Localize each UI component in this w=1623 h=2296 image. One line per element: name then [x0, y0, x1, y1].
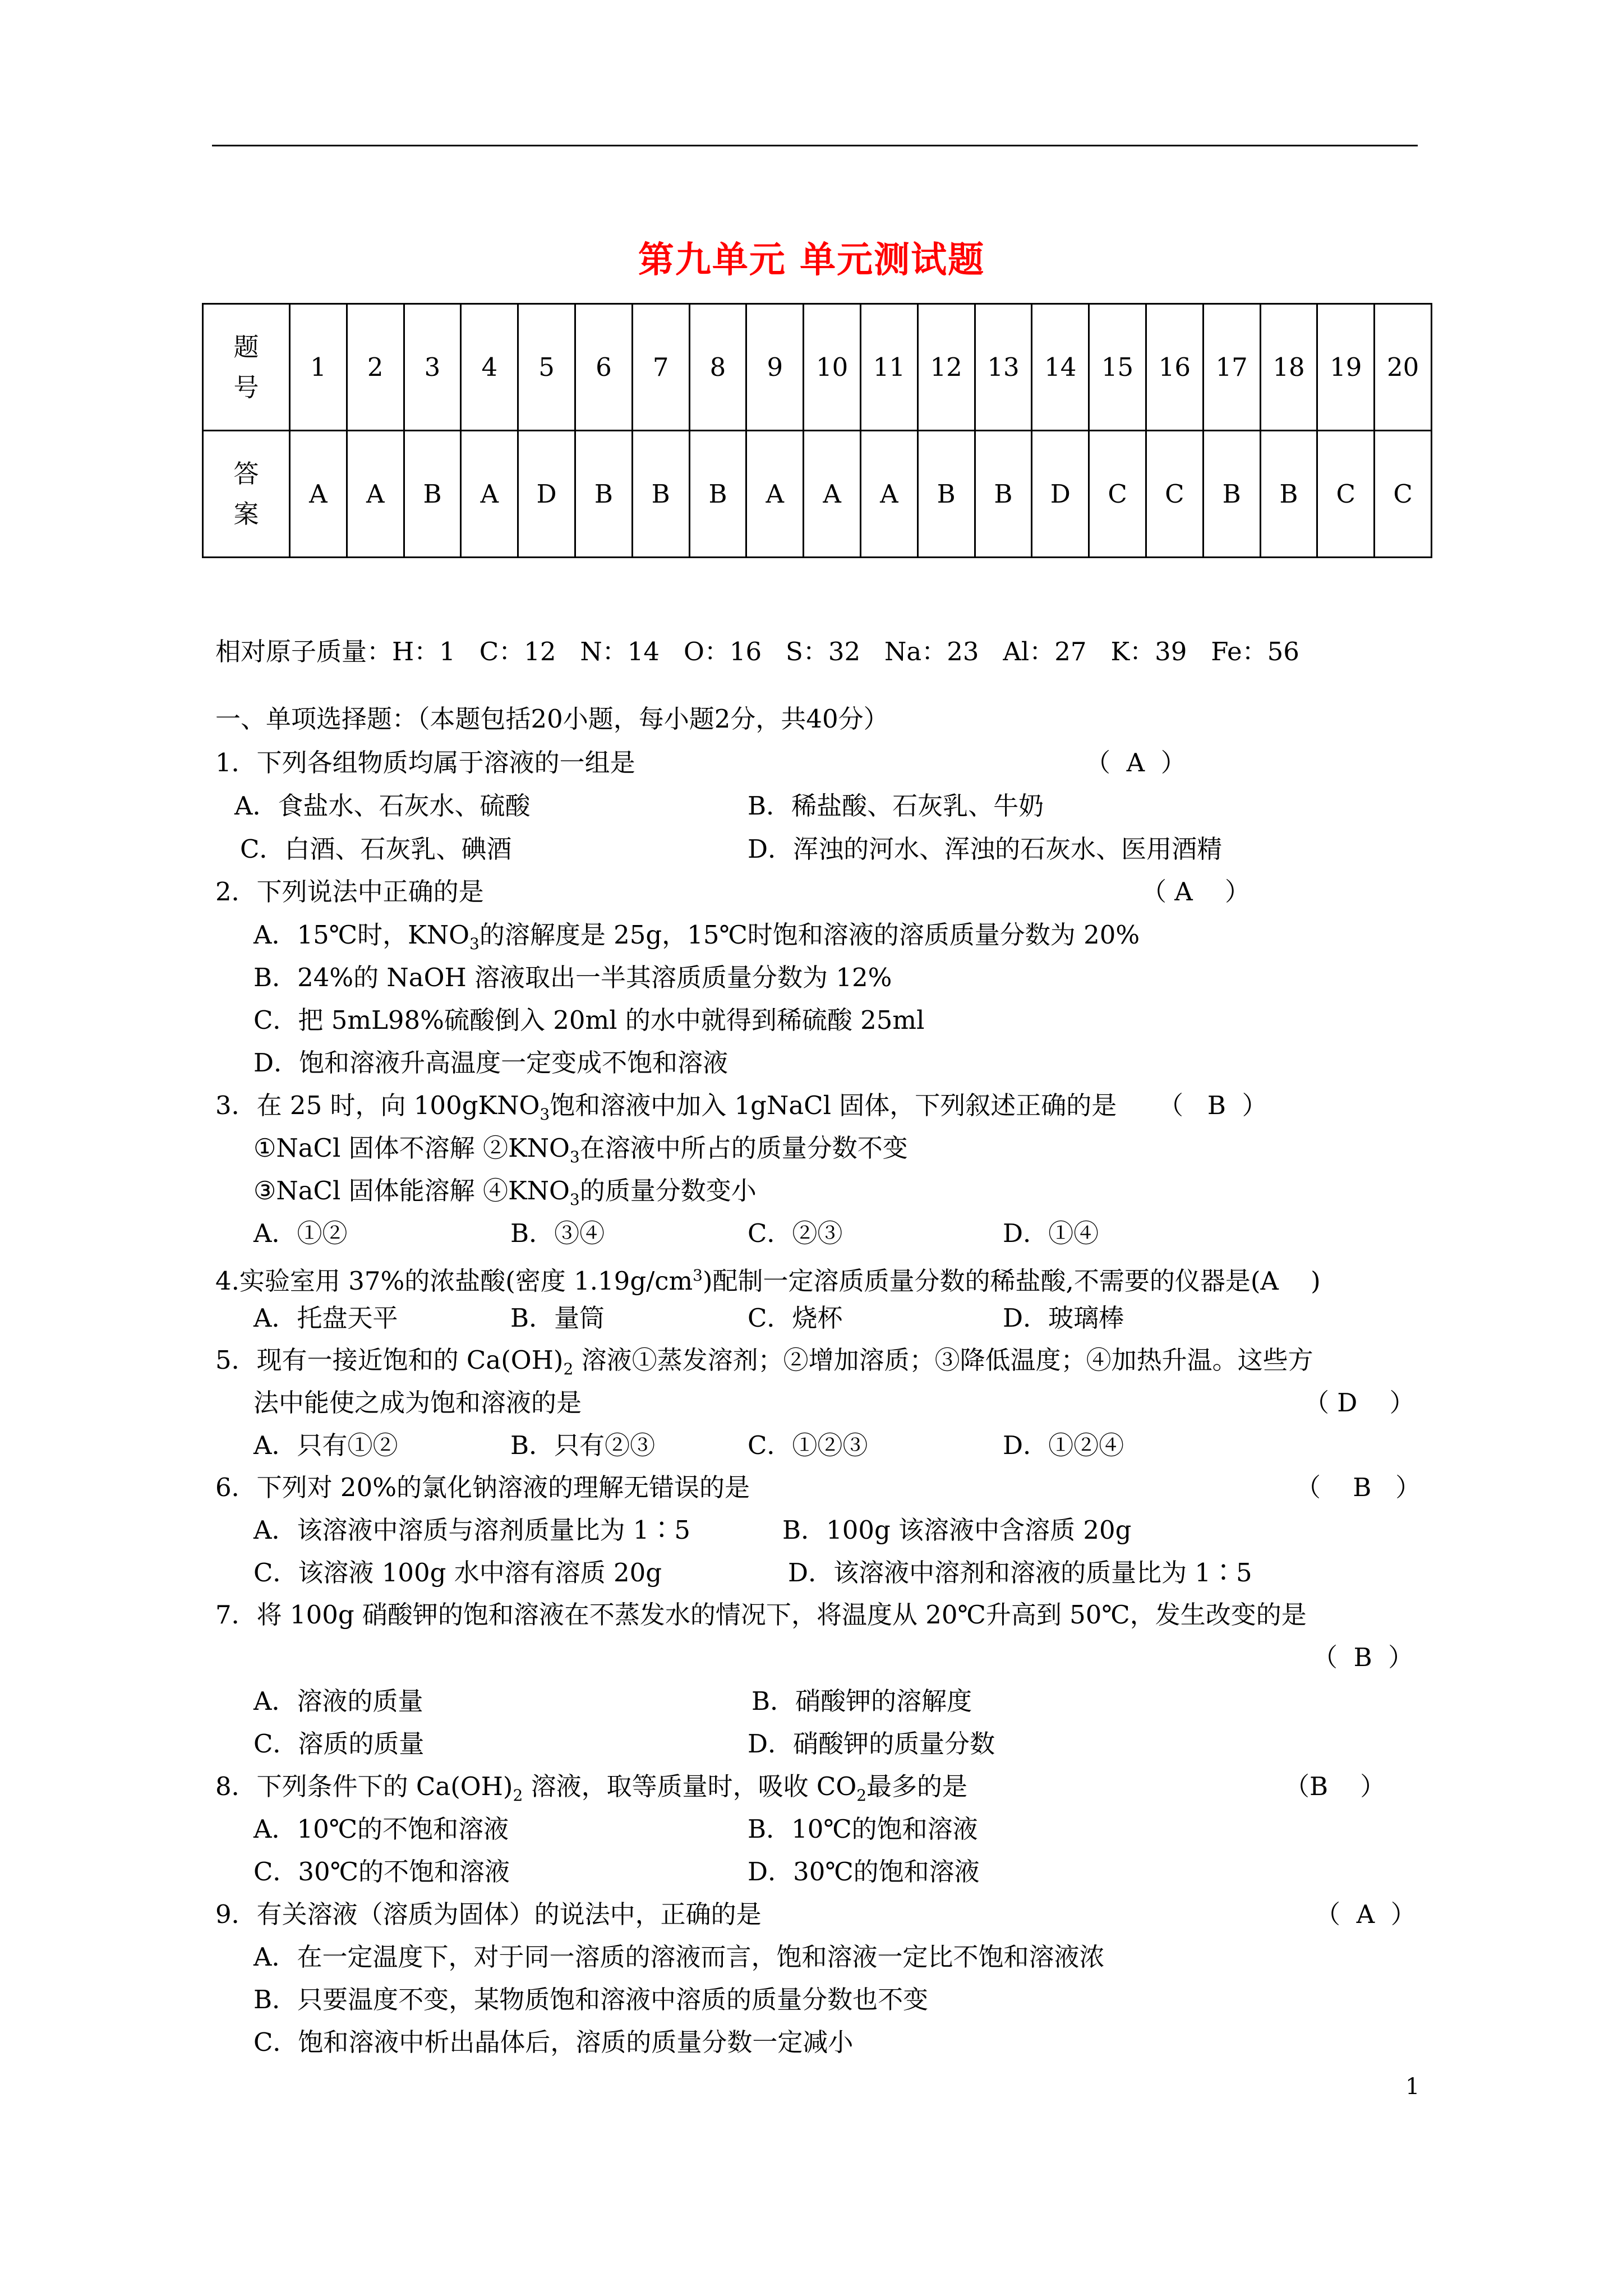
- question-3-answer: （ B ）: [1158, 1091, 1267, 1120]
- q1-option-d: D．浑浊的河水、浑浊的石灰水、医用酒精: [748, 834, 1223, 864]
- q7-option-a: A．溶液的质量: [253, 1686, 423, 1716]
- table-cell: A: [290, 431, 347, 558]
- q5-option-d: D．①②④: [1003, 1430, 1124, 1460]
- question-1-stem: 1．下列各组物质均属于溶液的一组是: [215, 748, 635, 777]
- page-number: 1: [1405, 2074, 1420, 2100]
- table-cell: C: [1146, 431, 1203, 558]
- q8-option-d: D．30℃的饱和溶液: [748, 1857, 980, 1887]
- table-cell: B: [975, 431, 1032, 558]
- table-row-answers: [203, 431, 1432, 558]
- question-7-stem: 7．将 100g 硝酸钾的饱和溶液在不蒸发水的情况下，将温度从 20℃升高到 50℃，发生改变的是: [215, 1600, 1307, 1630]
- text: 的溶解度是 25g，15℃时饱和溶液的溶质质量分数为 20%: [479, 920, 1140, 950]
- question-3-stem: [215, 1089, 1117, 1131]
- text: 最多的是: [866, 1772, 968, 1801]
- q3-option-a: A．①②: [253, 1218, 348, 1248]
- table-cell: D: [518, 431, 575, 558]
- subscript: 2: [513, 1786, 523, 1805]
- table-cell: 17: [1203, 304, 1260, 431]
- question-6-stem: 6．下列对 20%的氯化钠溶液的理解无错误的是: [215, 1473, 750, 1502]
- question-1-answer: （ A ）: [1085, 748, 1186, 777]
- header-char: 答: [233, 458, 259, 489]
- table-cell: 12: [917, 304, 975, 431]
- table-cell: A: [860, 431, 917, 558]
- q3-statement-1: [253, 1131, 908, 1174]
- question-5-answer: （ D ）: [1304, 1388, 1415, 1418]
- table-cell: B: [404, 431, 461, 558]
- superscript: 3: [693, 1266, 703, 1285]
- page-title: 第九单元 单元测试题: [638, 240, 985, 281]
- answer-table: [202, 303, 1432, 558]
- text: )配制一定溶质质量分数的稀盐酸,不需要的仪器是(A ): [702, 1266, 1321, 1296]
- table-cell: C: [1317, 431, 1375, 558]
- q7-option-b: B．硝酸钾的溶解度: [751, 1686, 972, 1716]
- table-cell: C: [1089, 431, 1146, 558]
- header-char: 题: [233, 332, 259, 362]
- table-row-numbers: [203, 304, 1432, 431]
- q8-option-c: C．30℃的不饱和溶液: [253, 1857, 510, 1887]
- q7-option-c: C．溶质的质量: [253, 1729, 425, 1759]
- table-cell: 15: [1089, 304, 1146, 431]
- table-cell: D: [1032, 431, 1089, 558]
- question-9-stem: 9．有关溶液（溶质为固体）的说法中，正确的是: [215, 1899, 762, 1929]
- q4-option-a: A．托盘天平: [253, 1303, 398, 1333]
- header-rule: [212, 145, 1418, 146]
- text: 3．在 25 时，向 100gKNO: [215, 1091, 540, 1120]
- q4-option-b: B．量筒: [510, 1303, 605, 1333]
- table-cell: 13: [975, 304, 1032, 431]
- q8-option-a: A．10℃的不饱和溶液: [253, 1814, 509, 1844]
- subscript: 2: [563, 1360, 574, 1378]
- question-7-answer: （ B ）: [1312, 1642, 1414, 1672]
- atomic-masses: 相对原子质量：H：1 C：12 N：14 O：16 S：32 Na：23 Al：27 K：39 Fe：56: [215, 637, 1299, 666]
- q6-option-d: D．该溶液中溶剂和溶液的质量比为 1∶5: [788, 1558, 1252, 1588]
- q1-option-a: A．食盐水、石灰水、硫酸: [234, 791, 531, 821]
- table-cell: 16: [1146, 304, 1203, 431]
- question-8-answer: （B ）: [1284, 1772, 1386, 1801]
- table-cell: 19: [1317, 304, 1375, 431]
- table-cell: 5: [518, 304, 575, 431]
- text: ①NaCl 固体不溶解 ②KNO: [253, 1133, 570, 1163]
- table-cell: 3: [404, 304, 461, 431]
- q2-option-b: B．24%的 NaOH 溶液取出一半其溶质质量分数为 12%: [253, 963, 892, 992]
- q5-option-c: C．①②③: [748, 1430, 868, 1460]
- text: 4.实验室用 37%的浓盐酸(密度 1.19g/cm: [215, 1266, 693, 1296]
- q2-option-a: [253, 918, 1140, 961]
- text: 在溶液中所占的质量分数不变: [579, 1133, 908, 1163]
- q4-option-d: D．玻璃棒: [1003, 1303, 1124, 1333]
- table-cell: 20: [1375, 304, 1432, 431]
- q6-option-b: B．100g 该溶液中含溶质 20g: [782, 1515, 1132, 1545]
- q3-option-c: C．②③: [748, 1218, 843, 1248]
- table-cell: 6: [575, 304, 632, 431]
- q9-option-a: A．在一定温度下，对于同一溶质的溶液而言，饱和溶液一定比不饱和溶液浓: [253, 1942, 1105, 1972]
- table-cell: 18: [1260, 304, 1317, 431]
- table-cell: B: [632, 431, 689, 558]
- q5-option-b: B．只有②③: [510, 1430, 656, 1460]
- q7-option-d: D．硝酸钾的质量分数: [748, 1729, 995, 1759]
- text: 的质量分数变小: [579, 1176, 757, 1205]
- header-char: 案: [233, 499, 259, 529]
- table-cell: A: [746, 431, 804, 558]
- table-cell: 8: [689, 304, 746, 431]
- table-cell: 14: [1032, 304, 1089, 431]
- table-cell: 4: [461, 304, 518, 431]
- q1-option-b: B．稀盐酸、石灰乳、牛奶: [748, 791, 1044, 821]
- q1-option-c: C．白酒、石灰乳、碘酒: [240, 834, 512, 864]
- subscript: 3: [469, 935, 479, 953]
- subscript: 3: [540, 1105, 550, 1124]
- table-cell: 1: [290, 304, 347, 431]
- table-cell: B: [917, 431, 975, 558]
- q9-option-c: C．饱和溶液中析出晶体后，溶质的质量分数一定减小: [253, 2027, 854, 2057]
- subscript: 3: [569, 1148, 580, 1166]
- q3-option-d: D．①④: [1003, 1218, 1099, 1248]
- question-2-answer: （ A ）: [1141, 877, 1251, 907]
- q9-option-b: B．只要温度不变，某物质饱和溶液中溶质的质量分数也不变: [253, 1985, 929, 2014]
- question-5-stem-cont: 法中能使之成为饱和溶液的是: [253, 1388, 582, 1418]
- q4-option-c: C．烧杯: [748, 1303, 843, 1333]
- question-9-answer: （ A ）: [1315, 1899, 1416, 1929]
- table-cell: C: [1375, 431, 1432, 558]
- table-cell: B: [1203, 431, 1260, 558]
- q3-statement-2: [253, 1174, 757, 1217]
- text: ③NaCl 固体能溶解 ④KNO: [253, 1176, 570, 1205]
- question-8-stem: [215, 1770, 967, 1812]
- q2-option-c: C．把 5mL98%硫酸倒入 20ml 的水中就得到稀硫酸 25ml: [253, 1005, 925, 1035]
- text: 溶液，取等质量时，吸收 CO: [523, 1772, 857, 1801]
- table-cell: B: [1260, 431, 1317, 558]
- subscript: 2: [856, 1786, 867, 1805]
- text: 5．现有一接近饱和的 Ca(OH): [215, 1345, 564, 1375]
- text: 8．下列条件下的 Ca(OH): [215, 1772, 513, 1801]
- q8-option-b: B．10℃的饱和溶液: [748, 1814, 978, 1844]
- row-header-answer: [203, 431, 290, 558]
- subscript: 3: [569, 1190, 580, 1209]
- text: 溶液①蒸发溶剂；②增加溶质；③降低温度；④加热升温。这些方: [573, 1345, 1313, 1375]
- q6-option-c: C．该溶液 100g 水中溶有溶质 20g: [253, 1558, 662, 1588]
- table-cell: 9: [746, 304, 804, 431]
- header-char: 号: [233, 372, 259, 402]
- question-2-stem: 2．下列说法中正确的是: [215, 877, 484, 907]
- table-cell: A: [347, 431, 404, 558]
- table-cell: 10: [804, 304, 861, 431]
- question-4-stem: [215, 1259, 1321, 1298]
- q5-option-a: A．只有①②: [253, 1430, 398, 1460]
- table-cell: 11: [860, 304, 917, 431]
- table-cell: 2: [347, 304, 404, 431]
- table-cell: B: [575, 431, 632, 558]
- section-title: 一、单项选择题：（本题包括20小题，每小题2分，共40分）: [215, 704, 889, 734]
- row-header-question-number: [203, 304, 290, 431]
- question-6-answer: （ B ）: [1295, 1473, 1421, 1502]
- q3-option-b: B．③④: [510, 1218, 605, 1248]
- q2-option-d: D．饱和溶液升高温度一定变成不饱和溶液: [253, 1048, 728, 1078]
- q6-option-a: A．该溶液中溶质与溶剂质量比为 1∶5: [253, 1515, 691, 1545]
- table-cell: 7: [632, 304, 689, 431]
- table-cell: B: [689, 431, 746, 558]
- table-cell: A: [804, 431, 861, 558]
- text: A．15℃时，KNO: [253, 920, 469, 950]
- table-cell: A: [461, 431, 518, 558]
- question-5-stem: [215, 1343, 1313, 1386]
- text: 饱和溶液中加入 1gNaCl 固体，下列叙述正确的是: [550, 1091, 1117, 1120]
